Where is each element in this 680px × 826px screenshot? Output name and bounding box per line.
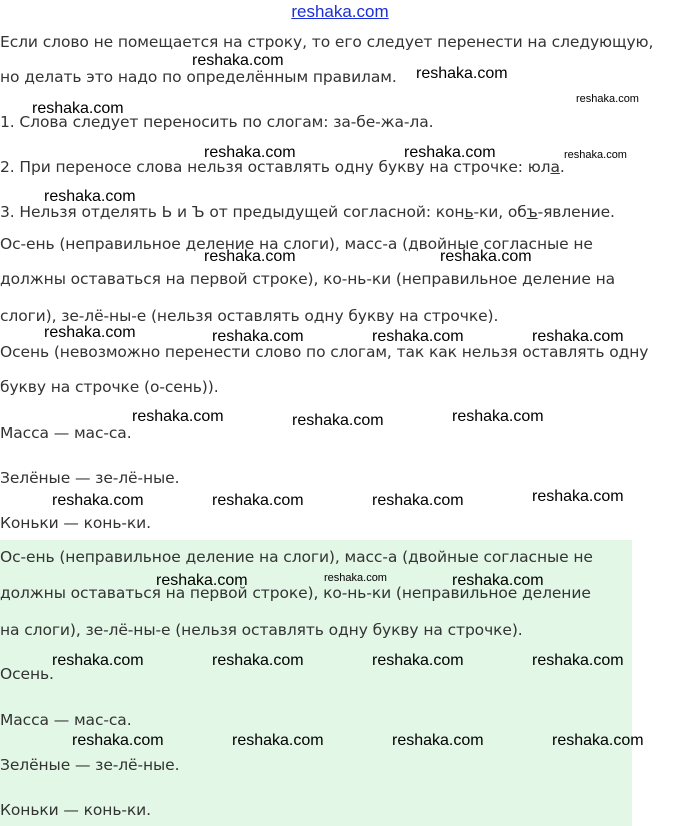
intro-line-1: Если слово не помещается на строку, то его следует перенести на следующую, [0,33,654,51]
watermark: reshaka.com [212,492,304,509]
task-line-4: Осень (невозможно перенести слово по слогам, так как нельзя оставлять одну [0,343,649,361]
intro-line-2: но делать это надо по определённым правилам. [0,68,397,86]
answer-line-6: Зелёные — зе-лё-ные. [0,756,180,774]
watermark: reshaka.com [156,572,248,589]
watermark: reshaka.com [52,652,144,669]
watermark: reshaka.com [192,52,284,69]
watermark: reshaka.com [532,652,624,669]
watermark: reshaka.com [404,144,496,161]
answer-line-5: Масса — мас-са. [0,711,132,729]
watermark: reshaka.com [32,100,124,117]
watermark: reshaka.com [212,328,304,345]
watermark: reshaka.com [452,408,544,425]
watermark: reshaka.com [292,412,384,429]
watermark: reshaka.com [52,492,144,509]
task-line-7: Зелёные — зе-лё-ные. [0,469,180,487]
watermark: reshaka.com [72,732,164,749]
watermark: reshaka.com [532,488,624,505]
rule-2: 2. При переносе слова нельзя оставлять одну букву на строчке: юла. [0,158,565,176]
task-line-6: Масса — мас-са. [0,424,132,442]
answer-line-7: Коньки — конь-ки. [0,801,151,819]
watermark: reshaka.com [204,144,296,161]
task-line-3: слоги), зе-лё-ны-е (нельзя оставлять одну букву на строчке). [0,307,499,325]
answer-line-3: на слоги), зе-лё-ны-е (нельзя оставлять одну букву на строчке). [0,621,523,639]
watermark: reshaka.com [452,572,544,589]
watermark: reshaka.com [44,324,136,341]
watermark: reshaka.com [392,732,484,749]
watermark: reshaka.com [232,732,324,749]
watermark: reshaka.com [372,652,464,669]
watermark: reshaka.com [372,328,464,345]
watermark: reshaka.com [440,248,532,265]
task-line-2: должны оставаться на первой строке), ко-нь-ки (неправильное деление на [0,270,616,288]
watermark: reshaka.com [132,408,224,425]
task-line-5: букву на строчке (о-сень)). [0,378,219,396]
watermark: reshaka.com [212,652,304,669]
task-line-1: Ос-ень (неправильное деление на слоги), масс-а (двойные согласные не [0,235,593,253]
watermark: reshaka.com [532,328,624,345]
site-watermark-header[interactable]: reshaka.com [291,2,389,21]
watermark: reshaka.com [44,188,136,205]
watermark: reshaka.com [204,248,296,265]
watermark: reshaka.com [564,149,627,161]
watermark: reshaka.com [552,732,644,749]
watermark: reshaka.com [416,65,508,82]
task-line-8: Коньки — конь-ки. [0,514,151,532]
watermark: reshaka.com [372,492,464,509]
answer-line-4: Осень. [0,665,54,683]
watermark: reshaka.com [576,93,639,105]
rule-3: 3. Нельзя отделять Ь и Ъ от предыдущей согласной: конь-ки, объ-явление. [0,203,615,221]
rule-1: 1. Слова следует переносить по слогам: за-бе-жа-ла. [0,113,434,131]
answer-line-2: должны оставаться на первой строке), ко-нь-ки (неправильное деление [0,584,591,602]
watermark: reshaka.com [324,572,387,584]
answer-line-1: Ос-ень (неправильное деление на слоги), масс-а (двойные согласные не [0,548,593,566]
